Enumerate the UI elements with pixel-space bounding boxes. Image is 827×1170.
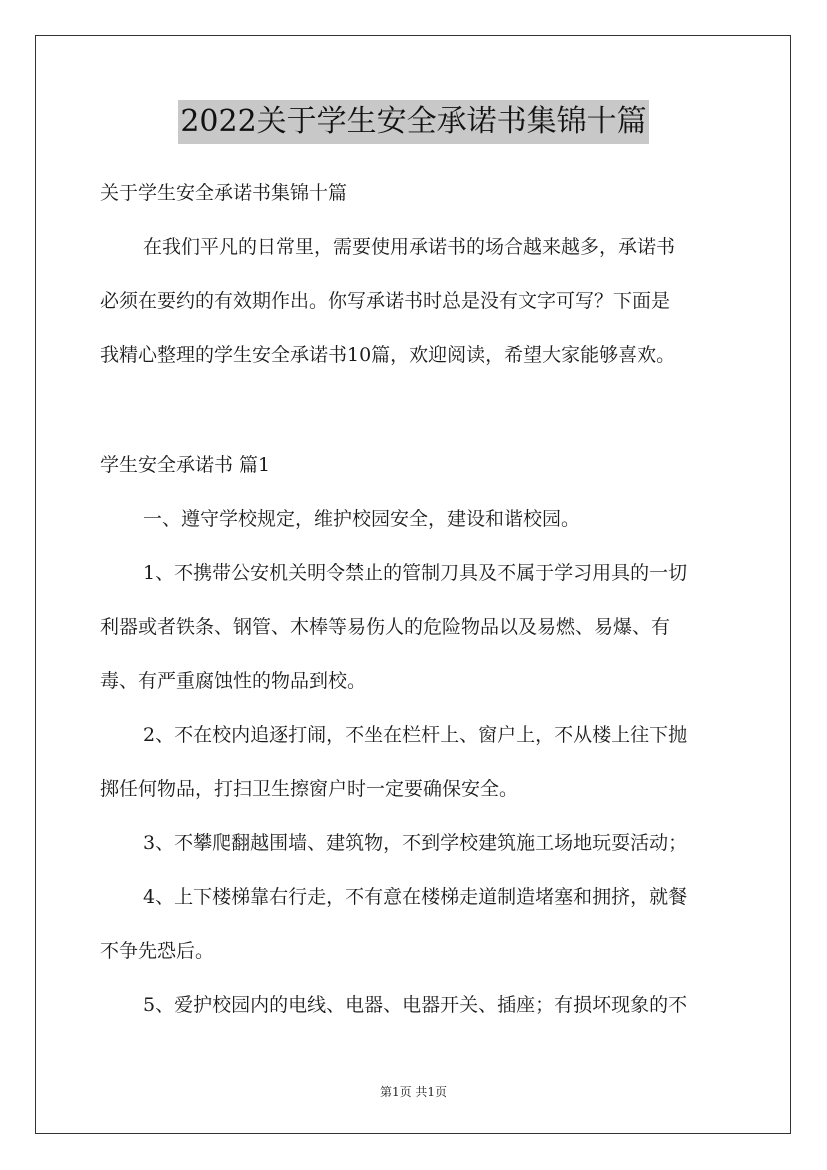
- paragraph-line: 必须在要约的有效期作出。你写承诺书时总是没有文字可写？下面是: [100, 290, 671, 312]
- paragraph-line: 在我们平凡的日常里，需要使用承诺书的场合越来越多，承诺书: [143, 236, 676, 258]
- page-footer: 第1页 共1页: [379, 1085, 448, 1099]
- subtitle-line: 关于学生安全承诺书集锦十篇: [100, 182, 348, 204]
- paragraph-line: 5、爱护校园内的电线、电器、电器开关、插座；有损坏现象的不: [143, 994, 688, 1016]
- paragraph-line: 利器或者铁条、钢管、木棒等易伤人的危险物品以及易燃、易爆、有: [100, 616, 671, 638]
- paragraph-line: 一、遵守学校规定，维护校园安全，建设和谐校园。: [143, 508, 581, 530]
- paragraph-line: 毒、有严重腐蚀性的物品到校。: [100, 670, 367, 692]
- paragraph-line: 不争先恐后。: [100, 940, 215, 962]
- paragraph-line: 1、不携带公安机关明令禁止的管制刀具及不属于学习用具的一切: [143, 562, 688, 584]
- paragraph-line: 2、不在校内追逐打闹，不坐在栏杆上、窗户上，不从楼上往下抛: [143, 724, 688, 746]
- paragraph-line: 3、不攀爬翻越围墙、建筑物，不到学校建筑施工场地玩耍活动；: [143, 832, 688, 854]
- section-heading: 学生安全承诺书 篇1: [100, 454, 271, 476]
- paragraph-line: 我精心整理的学生安全承诺书10篇，欢迎阅读，希望大家能够喜欢。: [100, 344, 676, 366]
- paragraph-line: 掷任何物品，打扫卫生擦窗户时一定要确保安全。: [100, 778, 519, 800]
- title-wrap: [0, 100, 827, 144]
- paragraph-line: 4、上下楼梯靠右行走，不有意在楼梯走道制造堵塞和拥挤，就餐: [143, 886, 688, 908]
- document-title: 2022关于学生安全承诺书集锦十篇: [178, 100, 648, 144]
